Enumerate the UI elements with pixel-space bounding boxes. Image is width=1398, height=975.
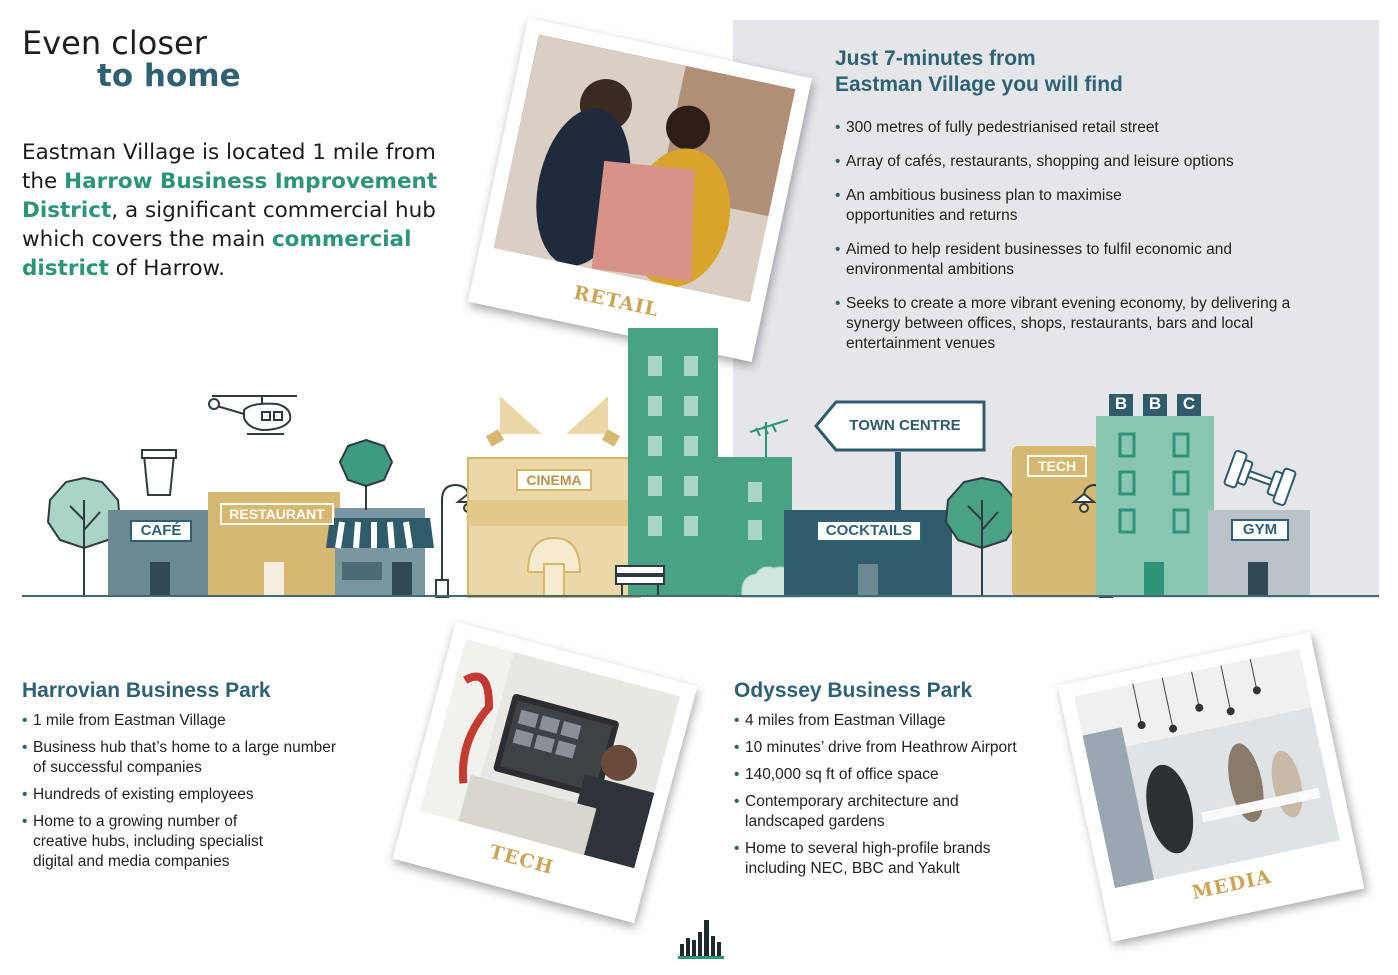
restaurant-sign: RESTAURANT — [220, 503, 334, 525]
tech-photo-card — [393, 622, 698, 923]
odyssey-bullet-list — [734, 711, 1064, 886]
intro-highlight-bid: Harrow Business Improvement District — [22, 169, 438, 223]
retail-photo — [494, 35, 796, 303]
list-item: • 4 miles from Eastman Village — [734, 711, 1064, 731]
town-centre-sign-label: TOWN CENTRE — [849, 417, 961, 434]
list-item: • 140,000 sq ft of office space — [734, 765, 1064, 785]
list-item: • Aimed to help resident businesses to fulfil economic and environmental ambitions — [835, 240, 1256, 280]
cinema-building — [468, 396, 640, 597]
retail-photo-illustration — [494, 35, 796, 303]
bid-heading-line1: Just 7-minutes from — [835, 47, 1036, 70]
media-photo-card — [1058, 632, 1365, 942]
dumbbell-icon — [1224, 450, 1296, 506]
streetscape-illustration — [22, 310, 1379, 600]
tech-sign: TECH — [1027, 455, 1087, 477]
list-item: • Seeks to create a more vibrant evening economy, by delivering a synergy between offices, shops, restaurants, bars and local entertainment venues — [835, 294, 1296, 354]
list-item: • Home to several high-profile brands including NEC, BBC and Yakult — [734, 839, 1015, 879]
tech-caption: TECH — [486, 840, 557, 880]
media-caption: MEDIA — [1190, 865, 1274, 904]
list-item: • Hundreds of existing employees — [22, 785, 382, 805]
list-item: • Array of cafés, restaurants, shopping and leisure options — [835, 152, 1305, 172]
list-item: • 1 mile from Eastman Village — [22, 711, 382, 731]
restaurant-door — [264, 562, 284, 597]
intro-text-3: of Harrow. — [108, 256, 226, 281]
intro-text-2: , a significant commercial hub which covers the main — [22, 198, 436, 252]
intro-text-1: Eastman Village is located 1 mile from the — [22, 140, 436, 194]
cinema-sign: CINEMA — [516, 469, 592, 491]
intro-highlight-district: commercial district — [22, 227, 412, 281]
page-title-line2: to home — [97, 58, 241, 94]
harrovian-bullet-list — [22, 711, 382, 879]
footer-logo-icon — [678, 918, 724, 960]
bid-heading-line2: Eastman Village you will find — [835, 73, 1123, 96]
tree-icon — [340, 440, 392, 510]
bbc-letter-2: B — [1148, 394, 1162, 413]
media-photo-illustration — [1074, 649, 1340, 889]
list-item: • 10 minutes’ drive from Heathrow Airport — [734, 738, 1064, 758]
gym-sign: GYM — [1231, 519, 1289, 541]
bbc-letter-1: B — [1114, 394, 1128, 413]
list-item: • Business hub that’s home to a large number of successful companies — [22, 738, 353, 778]
cafe-sign: CAFÉ — [130, 520, 192, 542]
tree-icon — [946, 478, 1018, 597]
cocktails-sign: COCKTAILS — [816, 520, 922, 542]
office-tower — [628, 328, 792, 597]
harrovian-heading: Harrovian Business Park — [22, 679, 271, 702]
bid-heading — [835, 46, 1123, 98]
bbc-letter-3: C — [1182, 394, 1196, 413]
media-photo — [1074, 649, 1340, 889]
page-title-line1: Even closer — [22, 24, 207, 62]
list-item: • An ambitious business plan to maximise opportunities and returns — [835, 186, 1146, 226]
list-item: • Contemporary architecture and landscaped gardens — [734, 792, 985, 832]
retail-caption: RETAIL — [571, 281, 661, 322]
antenna-icon — [750, 420, 788, 457]
list-item: • Home to a growing number of creative hubs, including specialist digital and media companies — [22, 812, 283, 872]
shop-building — [326, 508, 434, 597]
intro-paragraph — [22, 138, 462, 283]
bbc-building — [1096, 394, 1214, 597]
odyssey-heading: Odyssey Business Park — [734, 679, 973, 702]
helicopter-icon — [209, 396, 297, 434]
ground-line — [22, 595, 1379, 597]
list-item: • 300 metres of fully pedestrianised retail street — [835, 118, 1305, 138]
